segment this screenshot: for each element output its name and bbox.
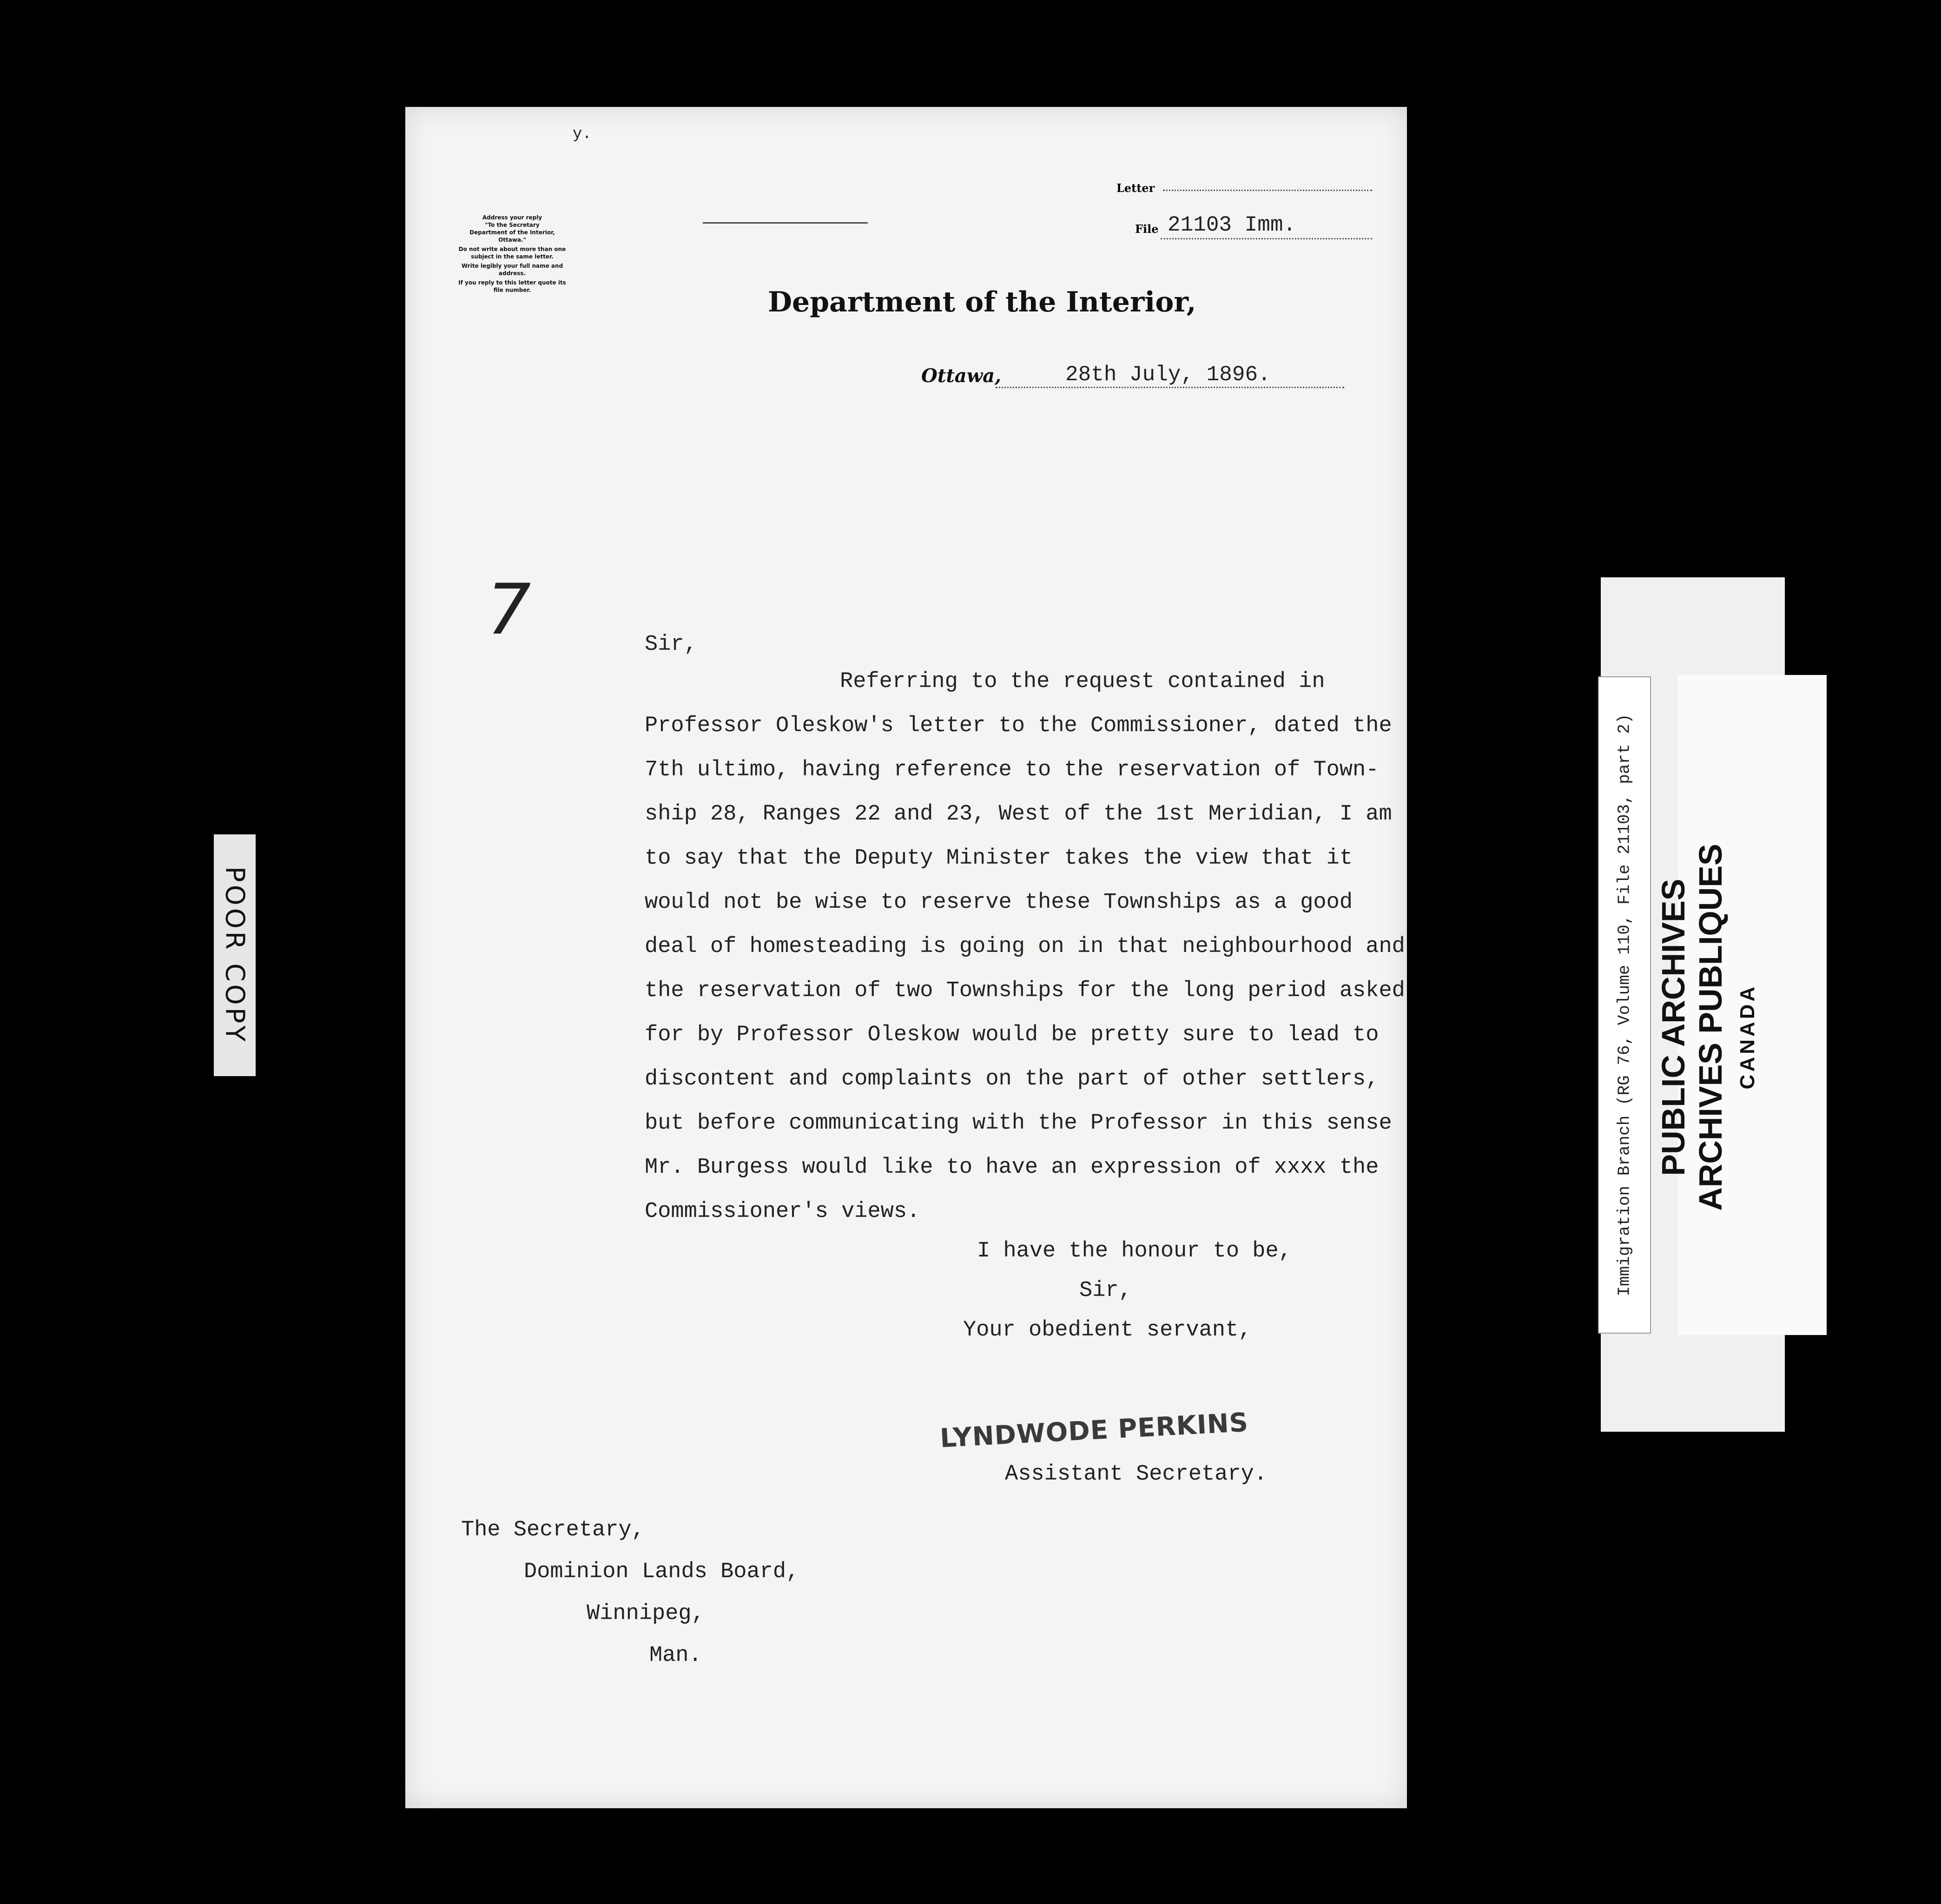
- file-label: File: [1135, 222, 1159, 236]
- body-line: the reservation of two Townships for the long period asked: [645, 978, 1405, 1003]
- body-line: Referring to the request contained in: [840, 669, 1325, 694]
- body-line: Professor Oleskow's letter to the Commissioner, dated the: [645, 714, 1392, 738]
- address-line: Dominion Lands Board,: [524, 1560, 799, 1584]
- address-line: Winnipeg,: [587, 1601, 705, 1626]
- salutation: Sir,: [645, 632, 697, 657]
- letter-line: [1163, 190, 1372, 191]
- body-line: for by Professor Oleskow would be pretty sure to lead to: [645, 1023, 1379, 1047]
- letter-label: Letter: [1116, 181, 1155, 195]
- department-heading: Department of the Interior,: [768, 286, 1196, 318]
- address-line: The Secretary,: [461, 1518, 645, 1542]
- body-line: Mr. Burgess would like to have an expression of xxxx the: [645, 1155, 1379, 1180]
- body-line: but before communicating with the Professor in this sense: [645, 1111, 1392, 1136]
- city: Ottawa,: [921, 365, 1001, 387]
- body-line: deal of homesteading is going on in that neighbourhood and: [645, 934, 1405, 959]
- handwritten-mark: 7: [487, 569, 531, 650]
- date-line: [996, 387, 1344, 388]
- poor-copy-text: POOR COPY: [219, 866, 250, 1045]
- file-line: [1161, 238, 1372, 239]
- archive-citation-strip: [1598, 676, 1651, 1334]
- poor-copy-label: [214, 834, 256, 1076]
- file-number: 21103 Imm.: [1168, 213, 1296, 237]
- body-line: would not be wise to reserve these Townships as a good: [645, 890, 1353, 915]
- body-line: Commissioner's views.: [645, 1199, 920, 1224]
- closing-line: Your obedient servant,: [963, 1318, 1252, 1342]
- letter-page: [405, 107, 1407, 1808]
- body-line: ship 28, Ranges 22 and 23, West of the 1st Meridian, I am: [645, 802, 1392, 826]
- archive-line-1: PUBLIC ARCHIVES: [1655, 879, 1691, 1176]
- archive-line-2: ARCHIVES PUBLIQUES: [1692, 844, 1729, 1211]
- reply-instructions: Address your reply "To the Secretary Department of the Interior, Ottawa." Do not write about more than one subject in the same letter. Write legibly your full name and address. If you reply to this letter quote its file number.: [458, 214, 566, 293]
- signatory-title: Assistant Secretary.: [1005, 1462, 1268, 1487]
- body-line: 7th ultimo, having reference to the reservation of Town-: [645, 758, 1379, 782]
- header-rule: [703, 222, 868, 224]
- corner-mark: y.: [573, 126, 592, 143]
- body-line: discontent and complaints on the part of other settlers,: [645, 1067, 1379, 1091]
- address-line: Man.: [649, 1643, 702, 1668]
- closing-line: I have the honour to be,: [977, 1239, 1292, 1263]
- signature-stamp: LYNDWODE PERKINS: [939, 1407, 1249, 1454]
- date: 28th July, 1896.: [1065, 363, 1271, 387]
- closing-line: Sir,: [1079, 1278, 1132, 1303]
- archive-line-3: CANADA: [1736, 984, 1759, 1090]
- archive-citation: Immigration Branch (RG 76, Volume 110, File 21103, part 2): [1615, 714, 1634, 1296]
- body-line: to say that the Deputy Minister takes the view that it: [645, 846, 1353, 871]
